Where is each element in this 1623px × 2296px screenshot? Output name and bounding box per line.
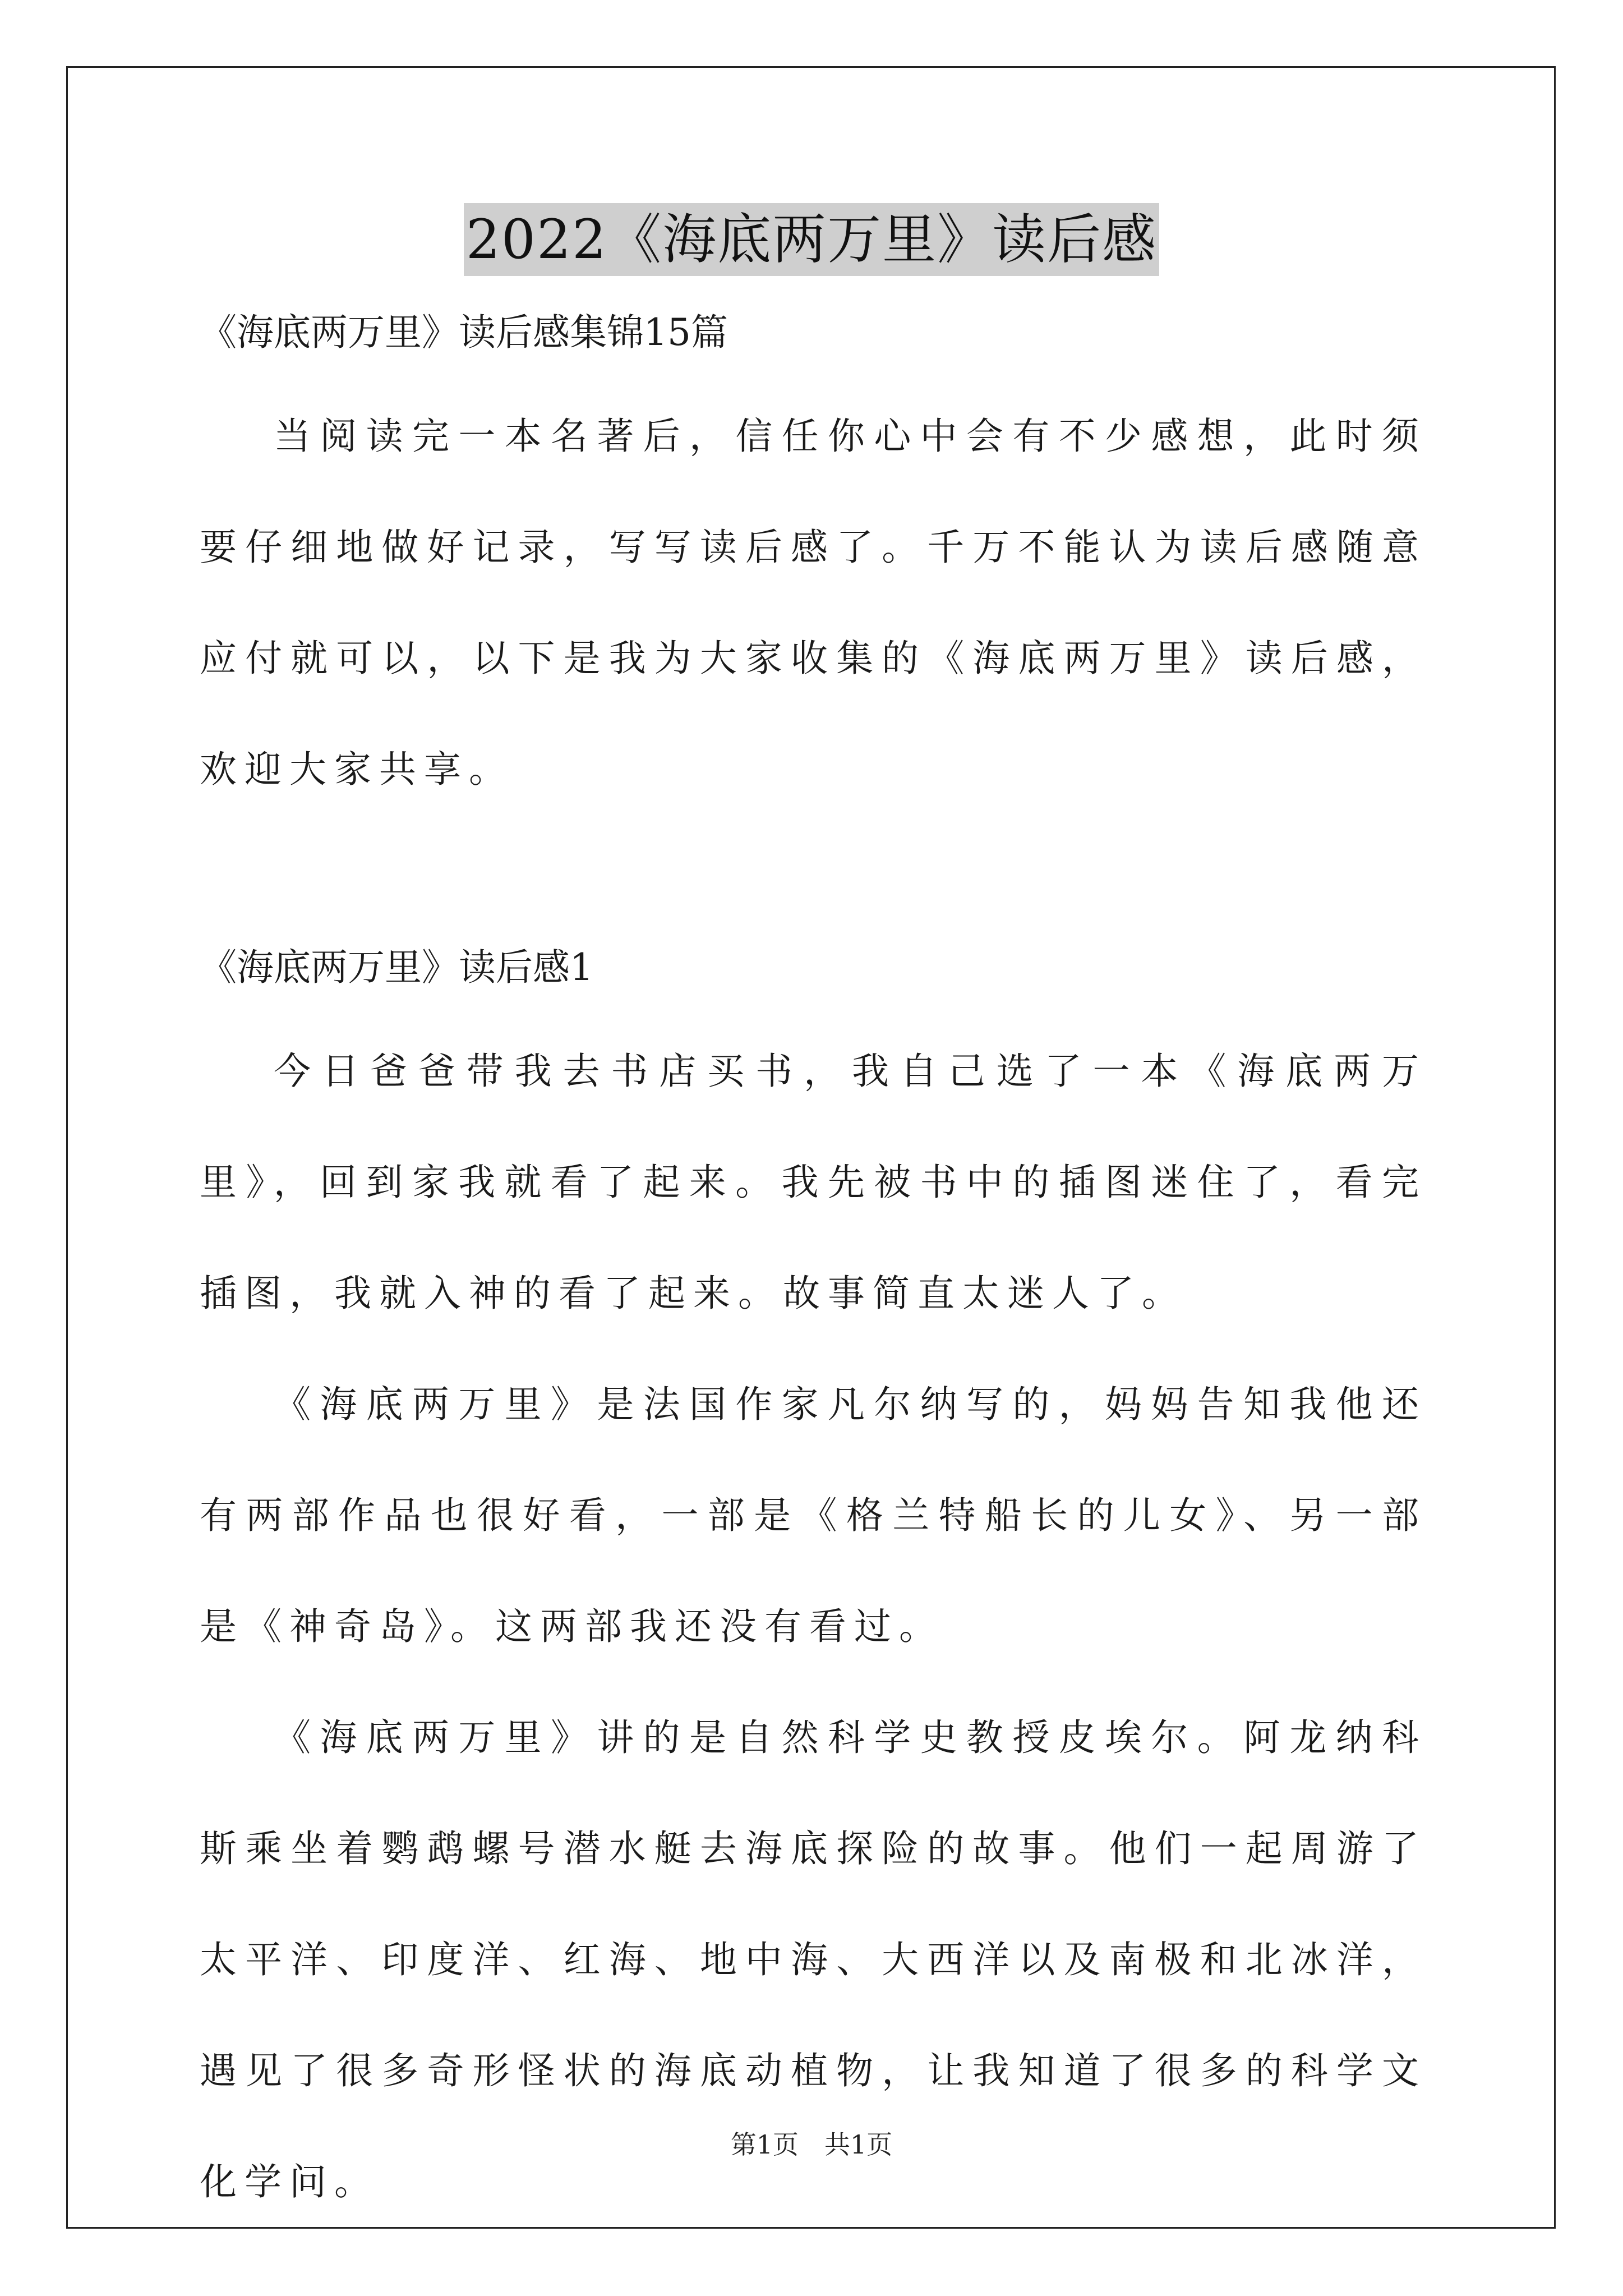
document-body (200, 306, 1427, 2238)
title-container (0, 203, 1623, 276)
body-paragraph-1: 今日爸爸带我去书店买书，我自己选了一本《海底两万里》，回到家我就看了起来。我先被书中的插图迷住了，看完插图，我就入神的看了起来。故事简直太迷人了。 (200, 1050, 1427, 1315)
document-title: 2022《海底两万里》读后感 (464, 203, 1159, 276)
section-heading: 《海底两万里》读后感1 (200, 946, 593, 989)
page-count: 共1页 (824, 2129, 893, 2160)
body-paragraph-3: 《海底两万里》讲的是自然科学史教授皮埃尔。阿龙纳科斯乘坐着鹦鹉螺号潜水艇去海底探险的故事。他们一起周游了太平洋、印度洋、红海、地中海、大西洋以及南极和北冰洋，遇见了很多奇形怪状的海底动植物，让我知道了很多的科学文化学问。 (200, 1716, 1427, 2203)
page-footer (0, 2128, 1623, 2161)
intro-paragraph: 当阅读完一本名著后，信任你心中会有不少感想，此时须要仔细地做好记录，写写读后感了。千万不能认为读后感随意应付就可以，以下是我为大家收集的《海底两万里》读后感，欢迎大家共享。 (200, 415, 1427, 791)
page-number: 第1页 (730, 2129, 799, 2160)
body-paragraph-2: 《海底两万里》是法国作家凡尔纳写的，妈妈告知我他还有两部作品也很好看，一部是《格兰特船长的儿女》、另一部是《神奇岛》。这两部我还没有看过。 (200, 1383, 1427, 1648)
document-subtitle: 《海底两万里》读后感集锦15篇 (200, 311, 728, 354)
